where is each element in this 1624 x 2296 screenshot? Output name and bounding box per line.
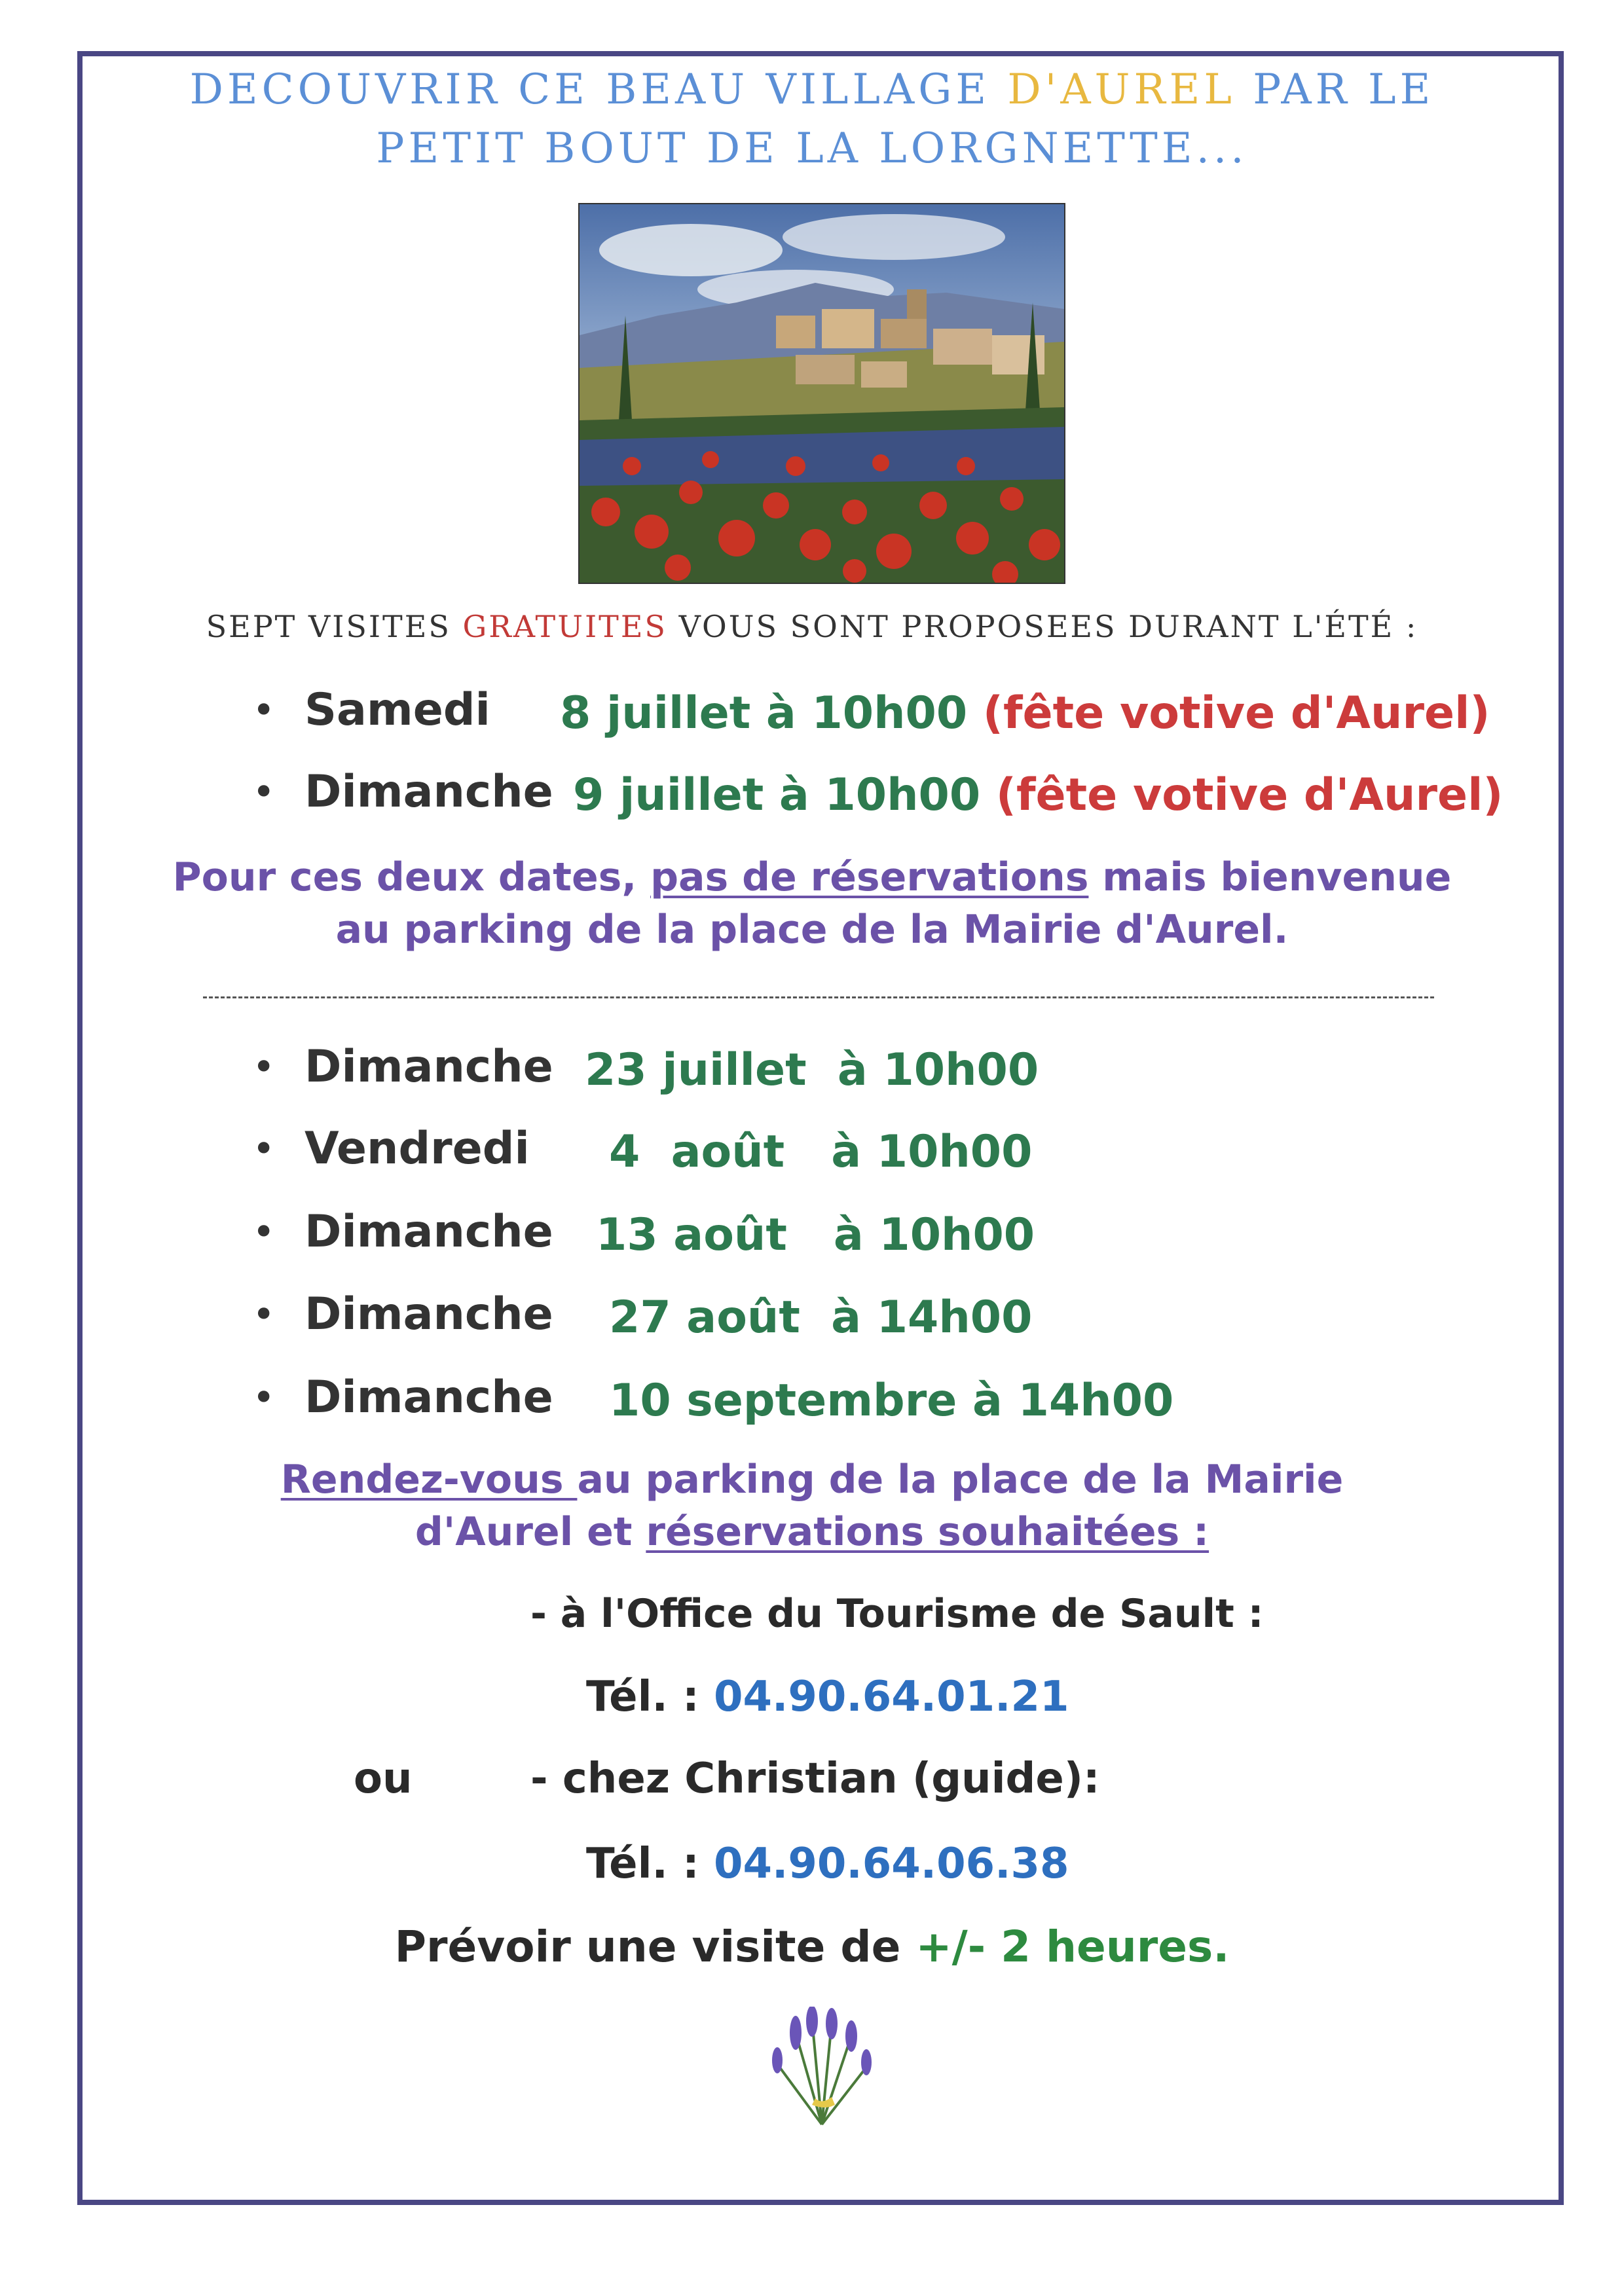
visit-day: Samedi [304, 684, 490, 736]
visit-row: Dimanche [304, 1288, 553, 1340]
visit-note: (fête votive d'Aurel) [995, 769, 1504, 821]
bullet: • [252, 687, 276, 733]
visit-date-row: 10 septembre à 14h00 [609, 1375, 1174, 1427]
visit-date-row [573, 769, 1504, 821]
phone-number[interactable]: 04.90.64.01.21 [713, 1673, 1069, 1721]
phone-line-1: Tél. : 04.90.64.01.21 [586, 1673, 1069, 1721]
phone-number[interactable]: 04.90.64.06.38 [713, 1840, 1069, 1888]
bullet: • [252, 1209, 276, 1255]
notice2-line-1: Rendez-vous au parking de la place de la Mairie [280, 1457, 1344, 1503]
office-line: - à l'Office du Tourisme de Sault : [530, 1591, 1264, 1637]
duration-line: Prévoir une visite de +/- 2 heures. [394, 1922, 1230, 1972]
visit-date-row [560, 687, 1490, 739]
bullet: • [252, 1375, 276, 1421]
visit-date-row: 27 août à 14h00 [609, 1292, 1033, 1343]
visit-note: (fête votive d'Aurel) [982, 687, 1490, 739]
visit-date-row: 13 août à 10h00 [596, 1209, 1035, 1261]
notice-line-2: au parking de la place de la Mairie d'Aurel. [335, 907, 1289, 953]
title-highlight: D'AUREL [1007, 65, 1236, 114]
visit-date: 8 juillet à 10h00 [560, 687, 968, 739]
divider [203, 996, 1434, 998]
visit-row: Dimanche [304, 1206, 553, 1258]
intro-text: SEPT VISITES GRATUITES VOUS SONT PROPOSEES DURANT L'ÉTÉ : [206, 609, 1418, 644]
notice-line-1: Pour ces deux dates, pas de réservations mais bienvenue [172, 854, 1452, 900]
visit-row: Dimanche [304, 1372, 553, 1423]
title-text: DECOUVRIR CE BEAU VILLAGE [189, 65, 1008, 114]
visit-row [304, 766, 553, 818]
title-line-2: PETIT BOUT DE LA LORGNETTE... [376, 124, 1248, 173]
title-text-end: PAR LE [1235, 65, 1435, 114]
visit-row: Vendredi [304, 1123, 530, 1175]
title-line-1 [0, 60, 1624, 119]
bullet: • [252, 1292, 276, 1338]
bullet: • [252, 769, 276, 815]
visit-date-row: 4 août à 10h00 [609, 1126, 1033, 1178]
visit-row: Dimanche [304, 1041, 553, 1093]
visit-row [304, 684, 490, 736]
visit-date: 9 juillet à 10h00 [573, 769, 981, 821]
visit-day: Dimanche [304, 766, 553, 818]
bullet: • [252, 1126, 276, 1172]
notice2-line-2: d'Aurel et réservations souhaitées : [415, 1509, 1209, 1555]
bullet: • [252, 1044, 276, 1090]
lavender-icon [769, 2007, 874, 2131]
phone-line-2: Tél. : 04.90.64.06.38 [586, 1840, 1069, 1888]
or-label: ou [354, 1755, 413, 1803]
village-painting [578, 203, 1065, 584]
guide-line: - chez Christian (guide): [530, 1755, 1100, 1803]
visit-date-row: 23 juillet à 10h00 [585, 1044, 1039, 1096]
